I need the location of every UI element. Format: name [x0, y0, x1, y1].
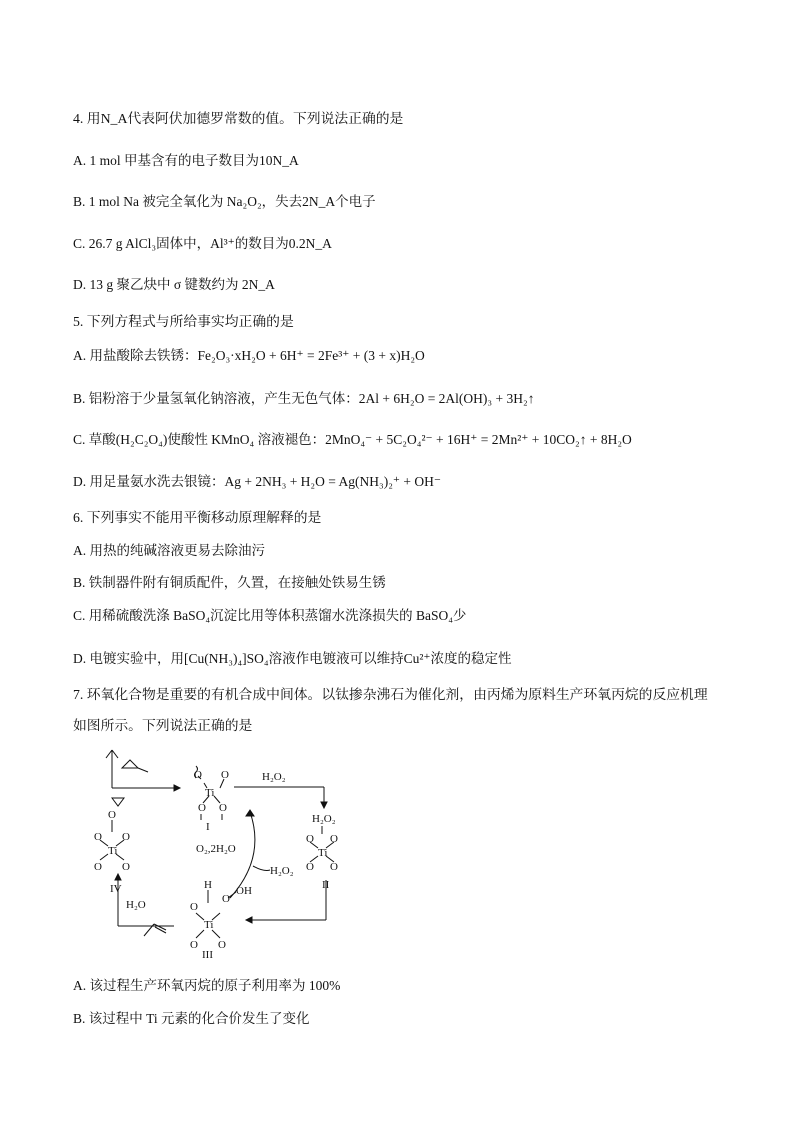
q6-stem: 6. 下列事实不能用平衡移动原理解释的是: [73, 510, 322, 525]
q7-option-b: B. 该过程中 Ti 元素的化合价发生了变化: [73, 1011, 310, 1026]
h2o-label: H₂O: [126, 899, 146, 911]
q4-option-b: B. 1 mol Na 被完全氧化为 Na₂O₂，失去2N_A个电子: [73, 194, 376, 209]
complex-iv-o-top: O: [108, 809, 116, 821]
complex-iii-ti: Ti: [204, 919, 214, 931]
label-iii: III: [202, 949, 213, 960]
complex-ii-ti: Ti: [318, 847, 328, 859]
catalytic-cycle-diagram: [78, 748, 338, 960]
q6-option-b: B. 铁制器件附有铜质配件，久置，在接触处铁易生锈: [73, 575, 386, 590]
q5-option-a: A. 用盐酸除去铁锈：Fe₂O₃·xH₂O + 6H⁺ = 2Fe³⁺ + (3 + x)H₂O: [73, 348, 425, 363]
complex-iv-o-right: O: [122, 831, 130, 843]
label-ii: II: [322, 879, 330, 891]
label-i: I: [206, 821, 210, 833]
complex-i-o-bottom-left: O: [198, 802, 206, 814]
q7-stem-line2: 如图所示。下列说法正确的是: [73, 718, 253, 733]
q4-option-d: D. 13 g 聚乙炔中 σ 键数约为 2N_A: [73, 277, 275, 292]
q6-option-c: C. 用稀硫酸洗涤 BaSO₄沉淀比用等体积蒸馏水洗涤损失的 BaSO₄少: [73, 608, 467, 623]
q4-option-c: C. 26.7 g AlCl₃固体中，Al³⁺的数目为0.2N_A: [73, 236, 332, 251]
h2o2-top-label: H₂O₂: [262, 771, 286, 783]
q7-option-a: A. 该过程生产环氧丙烷的原子利用率为 100%: [73, 978, 341, 993]
complex-iv-o-bottom-right: O: [122, 861, 130, 873]
complex-iii-oh: OH: [236, 885, 252, 897]
h2o2-side-label: H₂O₂: [270, 865, 294, 877]
q4-option-a: A. 1 mol 甲基含有的电子数目为10N_A: [73, 153, 299, 168]
complex-i-o-bottom-right: O: [219, 802, 227, 814]
q6-option-a: A. 用热的纯碱溶液更易去除油污: [73, 543, 265, 558]
complex-ii-o-right: O: [330, 833, 338, 845]
label-iv: IV: [110, 883, 122, 895]
complex-iii-h: H: [204, 879, 212, 891]
complex-ii-o-bottom-right: O: [330, 861, 338, 873]
complex-iv-o-bottom-left: O: [94, 861, 102, 873]
complex-i-o-right: O: [221, 769, 229, 781]
q4-stem: 4. 用N_A代表阿伏加德罗常数的值。下列说法正确的是: [73, 111, 404, 126]
complex-i-ti: Ti: [205, 787, 215, 799]
q5-stem: 5. 下列方程式与所给事实均正确的是: [73, 314, 294, 329]
q5-option-c: C. 草酸(H₂C₂O₄)使酸性 KMnO₄ 溶液褪色：2MnO₄⁻ + 5C₂O₄²⁻ + 16H⁺ = 2Mn²⁺ + 10CO₂↑ + 8H₂O: [73, 432, 632, 447]
q5-option-b: B. 铝粉溶于少量氢氧化钠溶液，产生无色气体：2Al + 6H₂O = 2Al(OH)₃ + 3H₂↑: [73, 391, 535, 406]
complex-ii-o-left: O: [306, 833, 314, 845]
complex-iii-o-left: O: [190, 901, 198, 913]
complex-ii-h2o2: H₂O₂: [312, 813, 336, 825]
complex-iii-o-peroxo: O: [222, 893, 230, 905]
complex-i-o-left: O: [194, 769, 202, 781]
complex-iv-ti: Ti: [108, 845, 118, 857]
complex-iii-o-bottom-left: O: [190, 939, 198, 951]
complex-ii-o-bottom-left: O: [306, 861, 314, 873]
o2-2h2o-label: O₂,2H₂O: [196, 843, 236, 855]
q7-stem-line1: 7. 环氧化合物是重要的有机合成中间体。以钛掺杂沸石为催化剂，由丙烯为原料生产环氧丙烷的反应机理: [73, 687, 708, 702]
q5-option-d: D. 用足量氨水洗去银镜：Ag + 2NH₃ + H₂O = Ag(NH₃)₂⁺ + OH⁻: [73, 474, 442, 489]
complex-iii-o-bottom-right: O: [218, 939, 226, 951]
complex-iv-o-left: O: [94, 831, 102, 843]
q6-option-d: D. 电镀实验中，用[Cu(NH₃)₄]SO₄溶液作电镀液可以维持Cu²⁺浓度的稳定性: [73, 651, 512, 666]
